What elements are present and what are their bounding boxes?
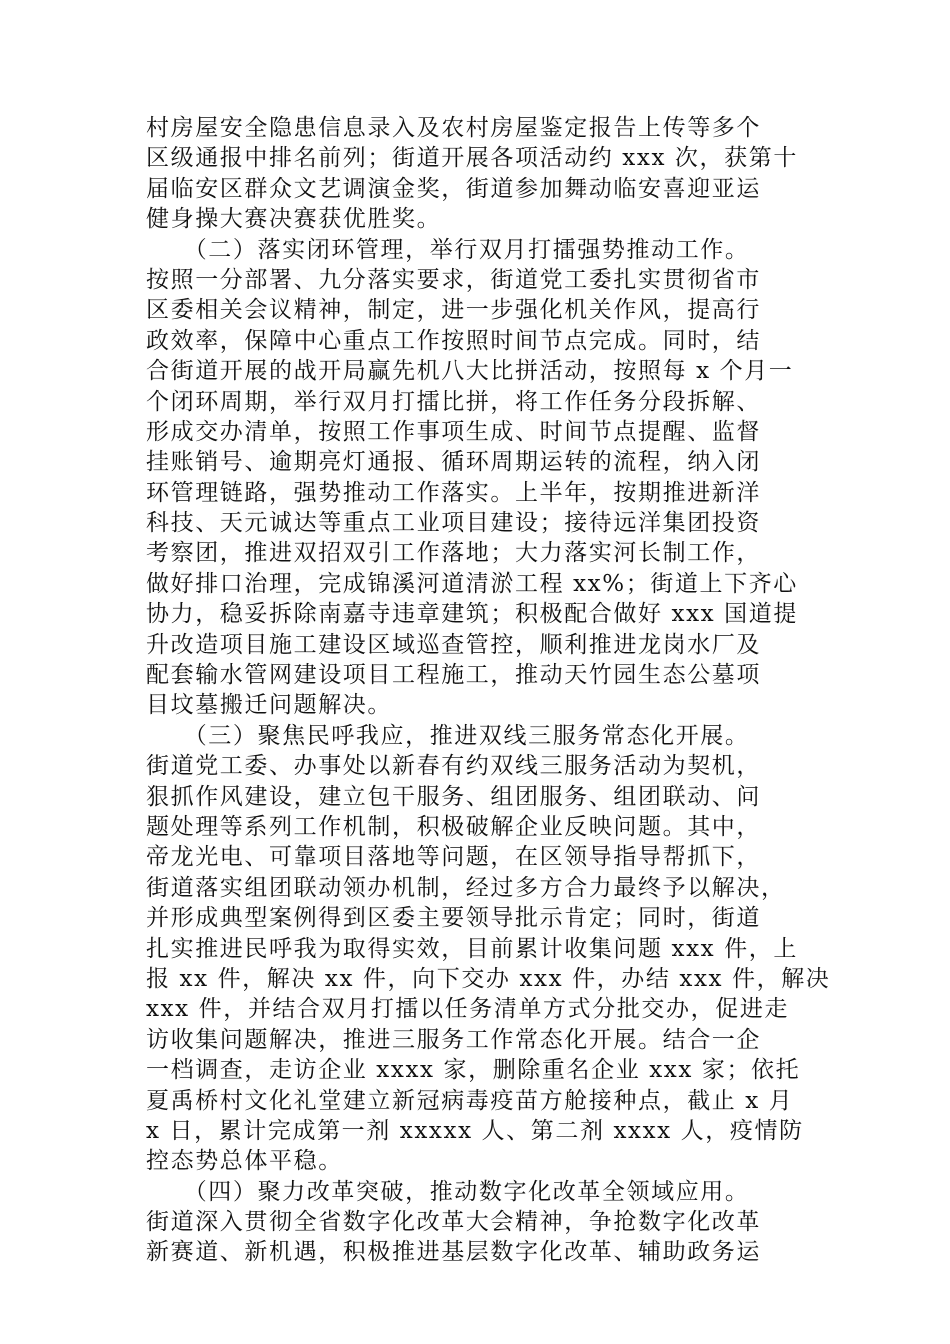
text-line: 街道党工委、办事处以新春有约双线三服务活动为契机， (146, 753, 761, 780)
text-line: 配套输水管网建设项目工程施工，推动天竹园生态公墓项 (146, 662, 761, 689)
text-line: 协力，稳妥拆除南嘉寺违章建筑；积极配合做好 xxx 国道提 (146, 601, 798, 628)
text-line: 并形成典型案例得到区委主要领导批示肯定；同时，街道 (146, 905, 761, 932)
document-body (146, 113, 831, 1268)
text-line: 夏禹桥村文化礼堂建立新冠病毒疫苗方舱接种点，截止 x 月 (146, 1087, 794, 1114)
text-line: 形成交办清单，按照工作事项生成、时间节点提醒、监督 (146, 418, 761, 445)
text-line: 新赛道、新机遇，积极推进基层数字化改革、辅助政务运 (146, 1239, 761, 1266)
text-line: x 日，累计完成第一剂 xxxxx 人、第二剂 xxxx 人，疫情防 (146, 1117, 804, 1144)
text-line: 按照一分部署、九分落实要求，街道党工委扎实贯彻省市 (146, 266, 761, 293)
text-line: 合街道开展的战开局赢先机八大比拼活动，按照每 x 个月一 (146, 358, 794, 385)
text-line: 届临安区群众文艺调演金奖，街道参加舞动临安喜迎亚运 (146, 175, 761, 202)
text-line: 考察团，推进双招双引工作落地；大力落实河长制工作， (146, 540, 761, 567)
text-line: 帝龙光电、可靠项目落地等问题，在区领导指导帮抓下， (146, 844, 761, 871)
text-line: 科技、天元诚达等重点工业项目建设；接待远洋集团投资 (146, 510, 761, 537)
text-line: 街道深入贯彻全省数字化改革大会精神，争抢数字化改革 (146, 1209, 761, 1236)
text-line: 区委相关会议精神，制定，进一步强化机关作风，提高行 (146, 297, 761, 324)
text-line: 题处理等系列工作机制，积极破解企业反映问题。其中， (146, 813, 761, 840)
text-line: 个闭环周期，举行双月打擂比拼，将工作任务分段拆解、 (146, 388, 761, 415)
text-line: 控态势总体平稳。 (146, 1148, 343, 1175)
text-line: 访收集问题解决，推进三服务工作常态化开展。结合一企 (146, 1026, 761, 1053)
section-heading-2: （二）落实闭环管理，举行双月打擂强势推动工作。 (146, 236, 750, 263)
text-line: 挂账销号、逾期亮灯通报、循环周期运转的流程，纳入闭 (146, 449, 761, 476)
text-line: 狠抓作风建设，建立包干服务、组团服务、组团联动、问 (146, 783, 761, 810)
text-line: 村房屋安全隐患信息录入及农村房屋鉴定报告上传等多个 (146, 115, 761, 141)
text-line: 目坟墓搬迁问题解决。 (146, 692, 392, 719)
text-line: 区级通报中排名前列；街道开展各项活动约 xxx 次，获第十 (146, 145, 798, 172)
text-line: xxx 件，并结合双月打擂以任务清单方式分批交办，促进走 (146, 996, 790, 1023)
section-heading-3: （三）聚焦民呼我应，推进双线三服务常态化开展。 (146, 722, 750, 749)
text-line: 做好排口治理，完成锦溪河道清淤工程 xx%；街道上下齐心 (146, 570, 798, 597)
text-line: 健身操大赛决赛获优胜奖。 (146, 206, 442, 233)
text-line: 扎实推进民呼我为取得实效，目前累计收集问题 xxx 件，上 (146, 935, 798, 962)
text-line: 升改造项目施工建设区域巡查管控，顺利推进龙岗水厂及 (146, 631, 761, 658)
text-line: 一档调查，走访企业 xxxx 家，删除重名企业 xxx 家；依托 (146, 1057, 801, 1084)
text-line: 报 xx 件，解决 xx 件，向下交办 xxx 件，办结 xxx 件，解决 (146, 965, 831, 992)
text-line: 政效率，保障中心重点工作按照时间节点完成。同时，结 (146, 327, 761, 354)
section-heading-4: （四）聚力改革突破，推动数字化改革全领域应用。 (146, 1178, 750, 1205)
text-line: 环管理链路，强势推动工作落实。上半年，按期推进新洋 (146, 479, 761, 506)
text-line: 街道落实组团联动领办机制，经过多方合力最终予以解决， (146, 874, 786, 901)
